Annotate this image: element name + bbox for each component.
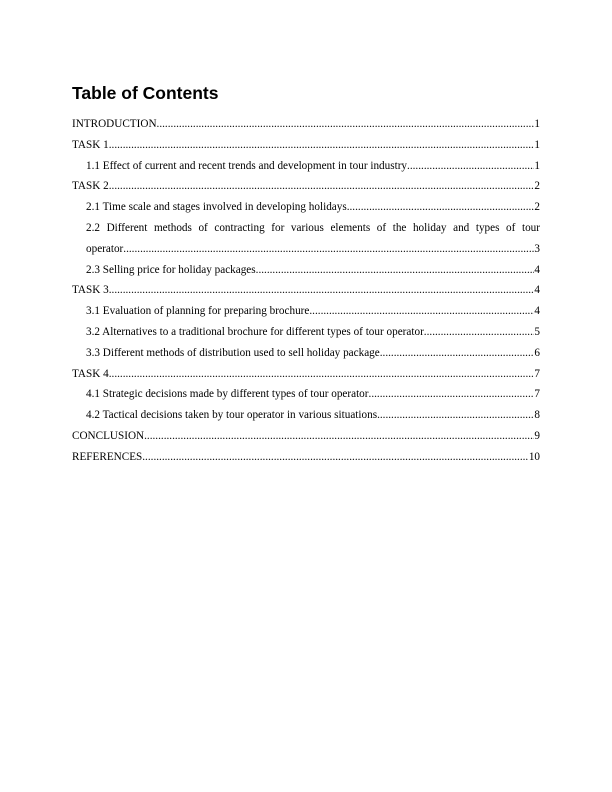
toc-entry-task-1[interactable] — [72, 137, 540, 158]
dot-leader — [109, 178, 535, 195]
dot-leader — [109, 137, 535, 154]
toc-entry-page: 1 — [534, 159, 540, 172]
dot-leader — [407, 158, 534, 175]
toc-entry-label: 3.1 Evaluation of planning for preparing brochure — [86, 305, 310, 318]
toc-entry-label: CONCLUSION — [72, 429, 145, 442]
toc-entry-4-1[interactable] — [72, 386, 540, 407]
dot-leader — [256, 262, 535, 279]
toc-entry-label: 2.1 Time scale and stages involved in developing holidays — [86, 201, 347, 214]
dot-leader — [424, 324, 535, 341]
toc-entry-3-3[interactable] — [72, 345, 540, 366]
toc-entry-conclusion[interactable] — [72, 428, 540, 449]
dot-leader — [309, 303, 534, 320]
toc-entry-2-3[interactable] — [72, 262, 540, 283]
dot-leader — [144, 428, 534, 445]
dot-leader — [109, 282, 535, 299]
toc-entry-introduction[interactable] — [72, 116, 540, 137]
toc-entry-label: 4.2 Tactical decisions taken by tour operator in various situations — [86, 409, 378, 422]
toc-entry-page: 3 — [534, 242, 540, 255]
toc-entry-page: 4 — [534, 305, 540, 318]
toc-entry-references[interactable] — [72, 449, 540, 470]
dot-leader — [142, 449, 529, 466]
toc-entry-page: 1 — [534, 118, 540, 130]
toc-entry-page: 6 — [534, 346, 540, 359]
toc-entry-label: TASK 2 — [72, 180, 109, 193]
dot-leader — [369, 386, 535, 403]
dot-leader — [347, 199, 535, 216]
toc-entry-label: 4.1 Strategic decisions made by different types of tour operator — [86, 388, 369, 401]
toc-entry-page: 5 — [534, 325, 540, 338]
toc-entry-page: 4 — [534, 284, 540, 297]
toc-entry-page: 9 — [534, 429, 540, 442]
dot-leader — [380, 345, 535, 362]
toc-entry-label: 3.2 Alternatives to a traditional brochure for different types of tour operator — [86, 325, 424, 338]
dot-leader — [123, 241, 534, 258]
document-page — [72, 0, 540, 792]
toc-entry-label-line2: operator — [86, 242, 124, 255]
toc-entry-label: TASK 1 — [72, 138, 109, 151]
toc-entry-label: 3.3 Different methods of distribution used to sell holiday package — [86, 346, 380, 359]
toc-entry-page: 1 — [534, 138, 540, 151]
dot-leader — [377, 407, 534, 424]
toc-entry-label: TASK 4 — [72, 367, 109, 380]
dot-leader — [109, 366, 535, 383]
toc-entry-label: REFERENCES — [72, 450, 143, 463]
dot-leader — [157, 116, 535, 133]
toc-entry-3-2[interactable] — [72, 324, 540, 345]
toc-list — [72, 116, 540, 470]
toc-entry-1-1[interactable] — [72, 158, 540, 179]
toc-entry-page: 7 — [534, 388, 540, 401]
toc-entry-2-2[interactable] — [72, 220, 540, 262]
toc-entry-label: 2.3 Selling price for holiday packages — [86, 263, 256, 276]
toc-entry-page: 4 — [534, 263, 540, 276]
toc-entry-2-1[interactable] — [72, 199, 540, 220]
toc-entry-page: 7 — [534, 367, 540, 380]
toc-entry-task-4[interactable] — [72, 366, 540, 387]
toc-entry-page: 10 — [528, 450, 540, 463]
toc-entry-label: INTRODUCTION — [72, 118, 157, 130]
toc-entry-task-3[interactable] — [72, 282, 540, 303]
toc-title: Table of Contents — [72, 83, 219, 103]
toc-entry-page: 8 — [534, 409, 540, 422]
toc-entry-page: 2 — [534, 180, 540, 193]
toc-entry-label: TASK 3 — [72, 284, 109, 297]
toc-entry-label: 1.1 Effect of current and recent trends and development in tour industry — [86, 159, 408, 172]
toc-entry-page: 2 — [534, 201, 540, 214]
toc-entry-3-1[interactable] — [72, 303, 540, 324]
toc-entry-line2 — [86, 241, 540, 262]
toc-entry-task-2[interactable] — [72, 178, 540, 199]
toc-entry-4-2[interactable] — [72, 407, 540, 428]
toc-entry-label-line1: 2.2 Different methods of contracting for various elements of the holiday and types of tour — [86, 221, 540, 234]
